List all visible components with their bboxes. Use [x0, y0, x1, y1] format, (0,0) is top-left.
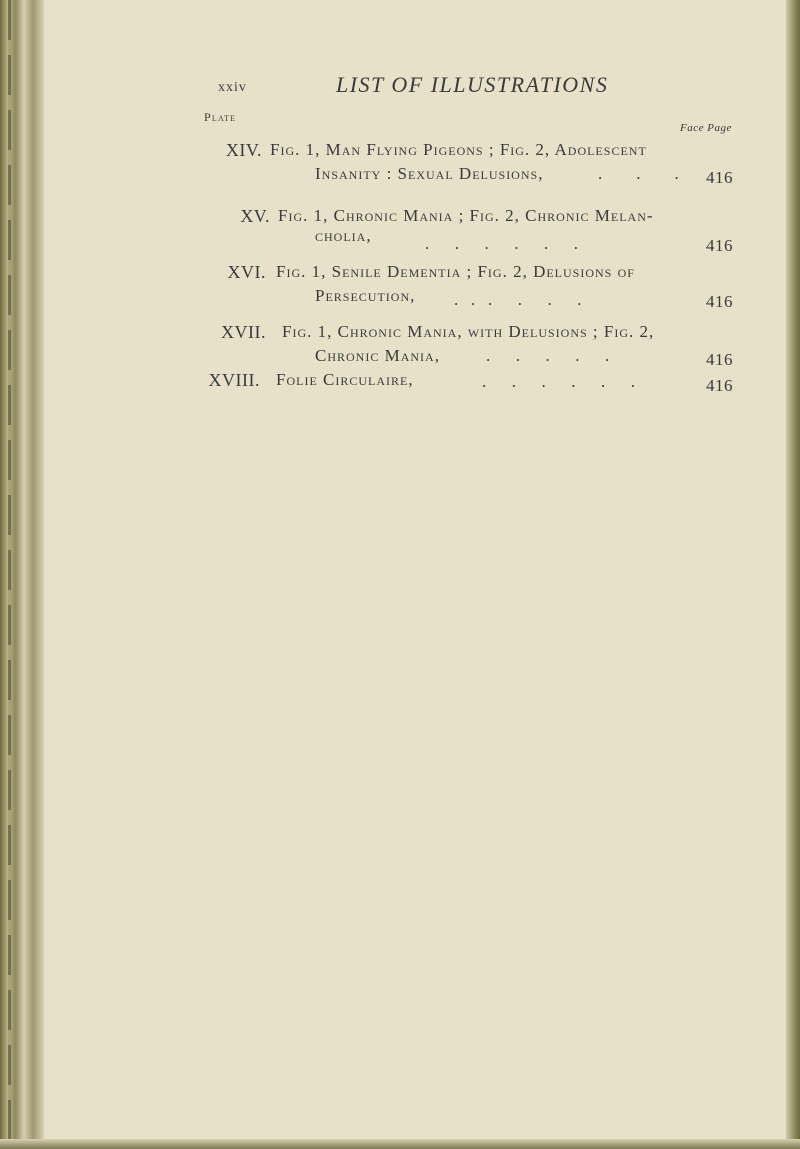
entry-title-continuation: Persecution,	[315, 286, 416, 305]
leader-dots: . . . . .	[486, 346, 610, 365]
plate-numeral: XVIII.	[208, 370, 260, 390]
page-right-edge	[786, 0, 800, 1149]
entry-title-line: Fig. 1, Man Flying Pigeons ; Fig. 2, Adolescent	[270, 140, 647, 159]
plate-numeral: XVII.	[221, 322, 266, 342]
face-page-column-label: Face Page	[680, 122, 732, 134]
running-title: LIST OF ILLUSTRATIONS	[336, 72, 609, 97]
page-reference: 416	[706, 168, 733, 187]
page-reference: 416	[706, 350, 733, 369]
leader-dots: . . .	[598, 164, 679, 183]
page-reference: 416	[706, 236, 733, 255]
entry-title-continuation: Insanity : Sexual Delusions,	[315, 164, 544, 183]
entry-title-continuation: cholia,	[315, 226, 372, 245]
entry-title-line: Folie Circulaire,	[276, 370, 414, 389]
leader-dots: . . . . . .	[454, 290, 582, 309]
page-reference: 416	[706, 376, 733, 395]
plate-column-label: Plate	[204, 110, 237, 124]
page-bottom-edge	[0, 1139, 800, 1149]
page-reference: 416	[706, 292, 733, 311]
plate-numeral: XIV.	[225, 140, 262, 160]
entry-title-line: Fig. 1, Senile Dementia ; Fig. 2, Delusions of	[276, 262, 635, 281]
entry-title-continuation: Chronic Mania,	[315, 346, 440, 365]
page-binding-edge	[0, 0, 44, 1149]
entry-title-line: Fig. 1, Chronic Mania ; Fig. 2, Chronic Melan-	[278, 206, 654, 225]
page-number: xxiv	[218, 80, 247, 95]
plate-numeral: XVI.	[227, 262, 266, 282]
entry-title-line: Fig. 1, Chronic Mania, with Delusions ; Fig. 2,	[282, 322, 655, 341]
leader-dots: . . . . . .	[425, 234, 578, 253]
leader-dots: . . . . . .	[482, 372, 635, 391]
plate-numeral: XV.	[240, 206, 270, 226]
page-header	[0, 72, 800, 112]
